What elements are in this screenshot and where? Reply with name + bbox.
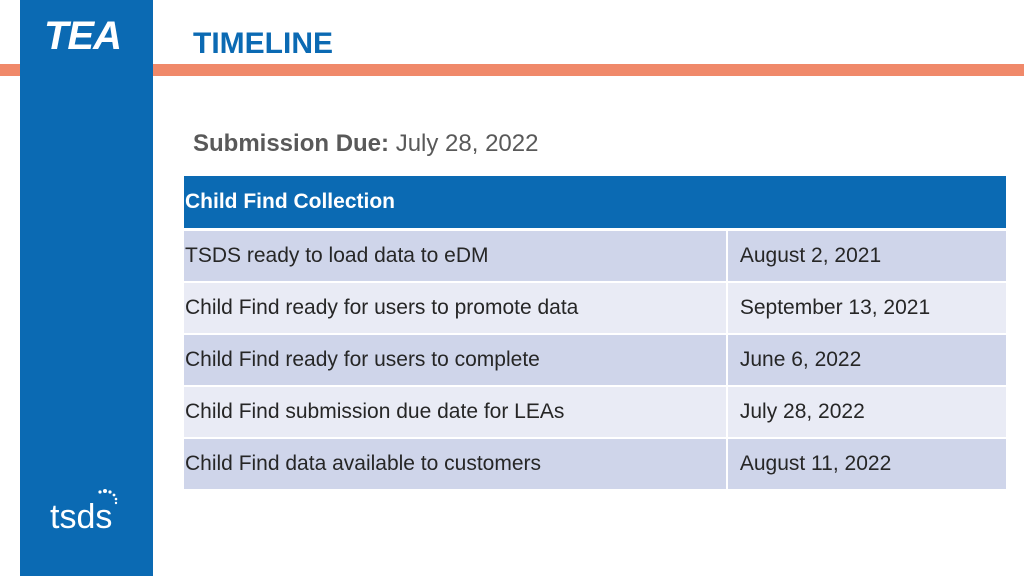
submission-due-date: July 28, 2022 (395, 130, 539, 157)
table-row (184, 334, 1006, 386)
table-row (184, 386, 1006, 438)
event-cell: Child Find ready for users to complete (184, 334, 727, 386)
table-row (184, 282, 1006, 334)
event-cell: Child Find ready for users to promote data (184, 282, 727, 334)
event-cell: Child Find submission due date for LEAs (184, 386, 727, 438)
submission-due (193, 128, 538, 160)
table-row (184, 230, 1006, 283)
date-cell: August 11, 2022 (727, 438, 1006, 490)
tea-logo: TEA (44, 14, 121, 58)
date-cell: June 6, 2022 (727, 334, 1006, 386)
table-header: Child Find Collection (184, 176, 1006, 230)
accent-divider (0, 64, 1024, 76)
event-cell: TSDS ready to load data to eDM (184, 230, 727, 283)
timeline-table (184, 176, 1006, 491)
page-title: TIMELINE (193, 27, 333, 60)
tsds-logo: tsds (50, 498, 113, 536)
date-cell: July 28, 2022 (727, 386, 1006, 438)
submission-due-label: Submission Due: (193, 130, 390, 157)
event-cell: Child Find data available to customers (184, 438, 727, 490)
date-cell: September 13, 2021 (727, 282, 1006, 334)
brand-sidebar (20, 0, 153, 576)
table-row (184, 438, 1006, 490)
table-header-row (184, 176, 1006, 230)
date-cell: August 2, 2021 (727, 230, 1006, 283)
